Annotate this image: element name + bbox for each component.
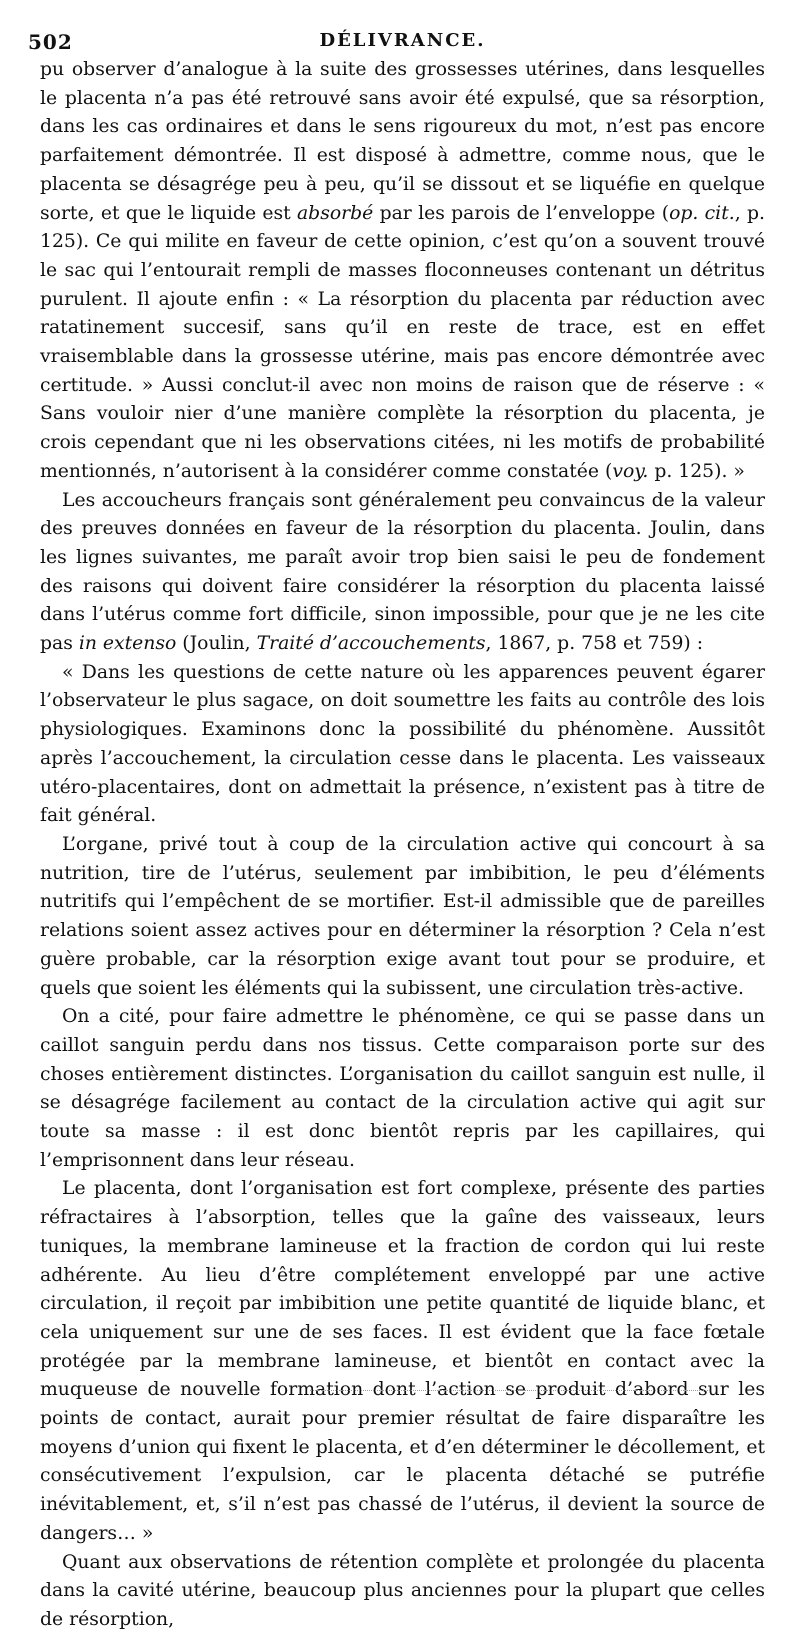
body-text [40,56,765,1635]
footer-dotted-rule [310,1390,710,1394]
text-run: « Dans les questions de cette nature où les apparences peuvent égarer l’observateur le plus sagace, on doit soumettre les faits au contrôle des lois physiologiques. Examinons donc la possibilité du phénomène. Aussitôt après l’accouchement, la circulation cesse dans le placenta. Les vaisseaux utéro-placentaires, dont on admettait la présence, n’existent pas à titre de fait général. [40,661,765,827]
paragraph-3 [40,659,765,831]
paragraph-4 [40,831,765,1003]
page-number: 502 [28,30,73,54]
text-run: p. 125). » [648,460,745,482]
text-run: Les accoucheurs français sont généralement peu convaincus de la valeur des preuves données en faveur de la résorption du placenta. Joulin, dans les lignes suivantes, me paraît avoir trop bien saisi le peu de fondement des raisons qui doivent faire considérer la résorption du placenta laissé dans l’utérus comme fort difficile, sinon impossible, pour que je ne les cite pas [40,489,765,655]
italic-text: voy. [612,460,649,482]
italic-text: Traité d’accouchements [256,633,486,655]
text-run: , 1867, p. 758 et 759) : [485,633,704,655]
text-run: Quant aux observations de rétention complète et prolongée du placenta dans la cavité utérine, beaucoup plus anciennes pour la plupart que celles de résorption, [40,1551,765,1630]
italic-text: absorbé [296,202,374,224]
text-run: On a cité, pour faire admettre le phénomène, ce qui se passe dans un caillot sanguin perdu dans nos tissus. Cette comparaison porte sur des choses entièrement distinctes. L’organisation du caillot sanguin est nulle, il se désagrége facilement au contact de la circulation active qui agit sur toute sa masse : il est donc bientôt repris par les capillaires, qui l’emprisonnent dans leur réseau. [40,1006,765,1171]
paragraph-1 [40,56,765,487]
paragraph-5 [40,1003,765,1175]
paragraph-6 [40,1175,765,1548]
text-run: par les parois de l’enveloppe ( [373,202,670,224]
text-run: L’organe, privé tout à coup de la circulation active qui concourt à sa nutrition, tire de l’utérus, seulement par imbibition, le peu d’éléments nutritifs qui l’empêchent de se mortifier. Est-il admissible que de pareilles relations soient assez actives pour en déterminer la résorption ? Cela n’est guère probable, car la résorption exige avant tout pour se produire, et quels que soient les éléments qui la subissent, une circulation très-active. [40,833,765,999]
text-run: Le placenta, dont l’organisation est fort complexe, présente des parties réfractaires à l’absorption, telles que la gaîne des vaisseaux, leurs tuniques, la membrane lamineuse et la fraction de cordon qui lui reste adhérente. Au lieu d’être complétement enveloppé par une active circulation, il reçoit par imbibition une petite quantité de liquide blanc, et cela uniquement sur une de ses faces. Il est évident que la face fœtale protégée par la membrane lamineuse, et bientôt en contact avec la muqueuse de nouvelle formation dont l’action se produit d’abord sur les points de contact, aurait pour premier résultat de faire disparaître les moyens d’union qui fixent le placenta, et d’en déterminer le décollement, et consécutivement l’expulsion, car le placenta détaché se putréfie inévitablement, et, s’il n’est pas chassé de l’utérus, il devient la source de dangers… » [40,1178,765,1544]
text-run: (Joulin, [176,633,257,655]
italic-text: op. cit. [669,202,735,224]
document-page [28,22,765,1630]
paragraph-7 [40,1549,765,1635]
paragraph-2 [40,487,765,659]
running-head [28,22,765,56]
running-title: DÉLIVRANCE. [319,30,486,51]
italic-text: in extenso [78,633,177,655]
text-run: , p. 125). Ce qui milite en faveur de cette opinion, c’est qu’on a souvent trouvé le sac qui l’entourait rempli de masses floconneuses contenant un détritus purulent. Il ajoute enfin : « La résorption du placenta par réduction avec ratatinement succesif, sans qu’il en reste de trace, est en effet vraisemblable dans la grossesse utérine, mais pas encore démontrée avec certitude. » Aussi conclut-il avec non moins de raison que de réserve : « Sans vouloir nier d’une manière complète la résorption du placenta, je crois cependant que ni les observations citées, ni les motifs de probabilité mentionnés, n’autorisent à la considérer comme constatée ( [40,202,765,482]
text-run: pu observer d’analogue à la suite des grossesses utérines, dans lesquelles le placenta n’a pas été retrouvé sans avoir été expulsé, que sa résorption, dans les cas ordinaires et dans le sens rigoureux du mot, n’est pas encore parfaitement démontrée. Il est disposé à admettre, comme nous, que le placenta se désagrége peu à peu, qu’il se dissout et se liquéfie en quelque sorte, et que le liquide est [40,59,765,224]
